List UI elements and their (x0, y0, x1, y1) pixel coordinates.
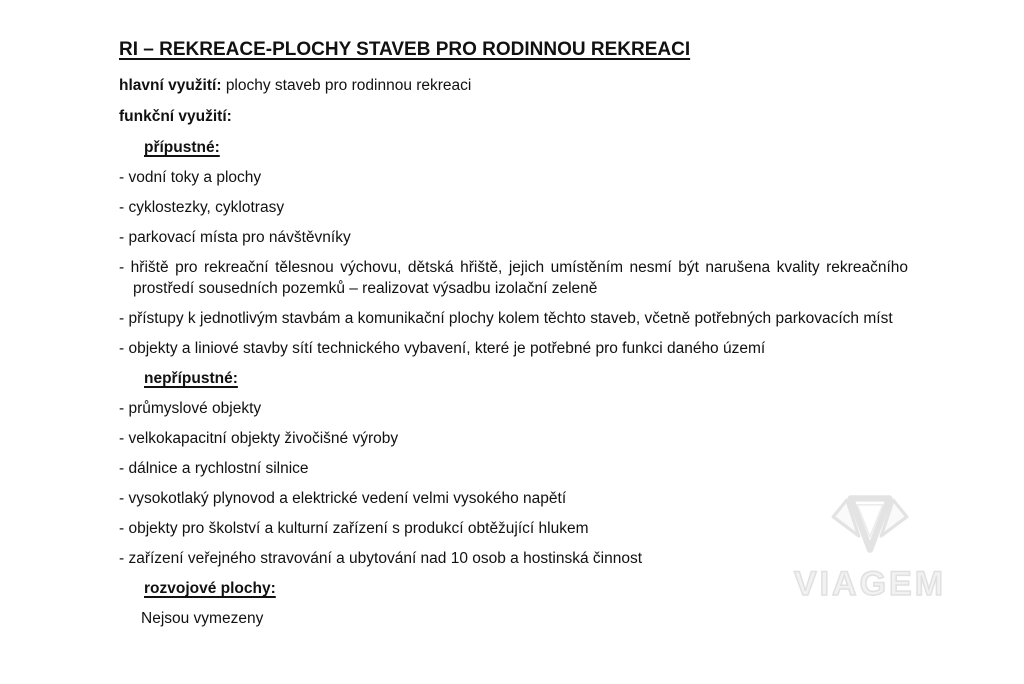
list-item: - přístupy k jednotlivým stavbám a komunikační plochy kolem těchto staveb, včetně potřebných parkovacích míst (119, 310, 893, 327)
section-rozvojove-plochy (119, 578, 908, 629)
watermark-brand-text: VIAGEM (793, 565, 947, 603)
section-heading-nepripustne: nepřípustné: (144, 370, 238, 387)
list-item: - parkovací místa pro návštěvníky (119, 229, 351, 246)
list-item: - vysokotlaký plynovod a elektrické vedení velmi vysokého napětí (119, 490, 567, 507)
list-item: - zařízení veřejného stravování a ubytování nad 10 osob a hostinská činnost (119, 550, 643, 567)
list-item: Nejsou vymezeny (141, 610, 264, 627)
functional-use-label: funkční využití: (119, 108, 232, 125)
main-use-line (119, 75, 908, 96)
page-title: RI – REKREACE-PLOCHY STAVEB PRO RODINNOU REKREACI (119, 39, 691, 60)
section-items-nepripustne (119, 398, 908, 569)
section-pripustne (119, 137, 908, 359)
section-heading-rozvojove-plochy: rozvojové plochy: (144, 580, 276, 597)
list-item: - cyklostezky, cyklotrasy (119, 199, 285, 216)
section-heading-pripustne: přípustné: (144, 139, 220, 156)
main-use-label: hlavní využití: (119, 77, 222, 94)
list-item: - velkokapacitní objekty živočišné výroby (119, 430, 399, 447)
functional-use-line (119, 106, 908, 127)
section-items-rozvojove-plochy (119, 608, 908, 629)
list-item: - průmyslové objekty (119, 400, 262, 417)
list-item: - objekty pro školství a kulturní zařízení s produkcí obtěžující hlukem (119, 520, 589, 537)
section-items-pripustne (119, 167, 908, 359)
document-content (119, 38, 908, 638)
main-use-value: plochy staveb pro rodinnou rekreaci (225, 77, 472, 94)
section-nepripustne (119, 368, 908, 569)
list-item: - vodní toky a plochy (119, 169, 262, 186)
list-item: - objekty a liniové stavby sítí technického vybavení, které je potřebné pro funkci daného území (119, 340, 766, 357)
list-item: - dálnice a rychlostní silnice (119, 460, 309, 477)
list-item: - hřiště pro rekreační tělesnou výchovu, dětská hřiště, jejich umístěním nesmí být narušena kvality rekreačního prostředí sousedních pozemků – realizovat výsadbu izolační zeleně (119, 259, 908, 297)
